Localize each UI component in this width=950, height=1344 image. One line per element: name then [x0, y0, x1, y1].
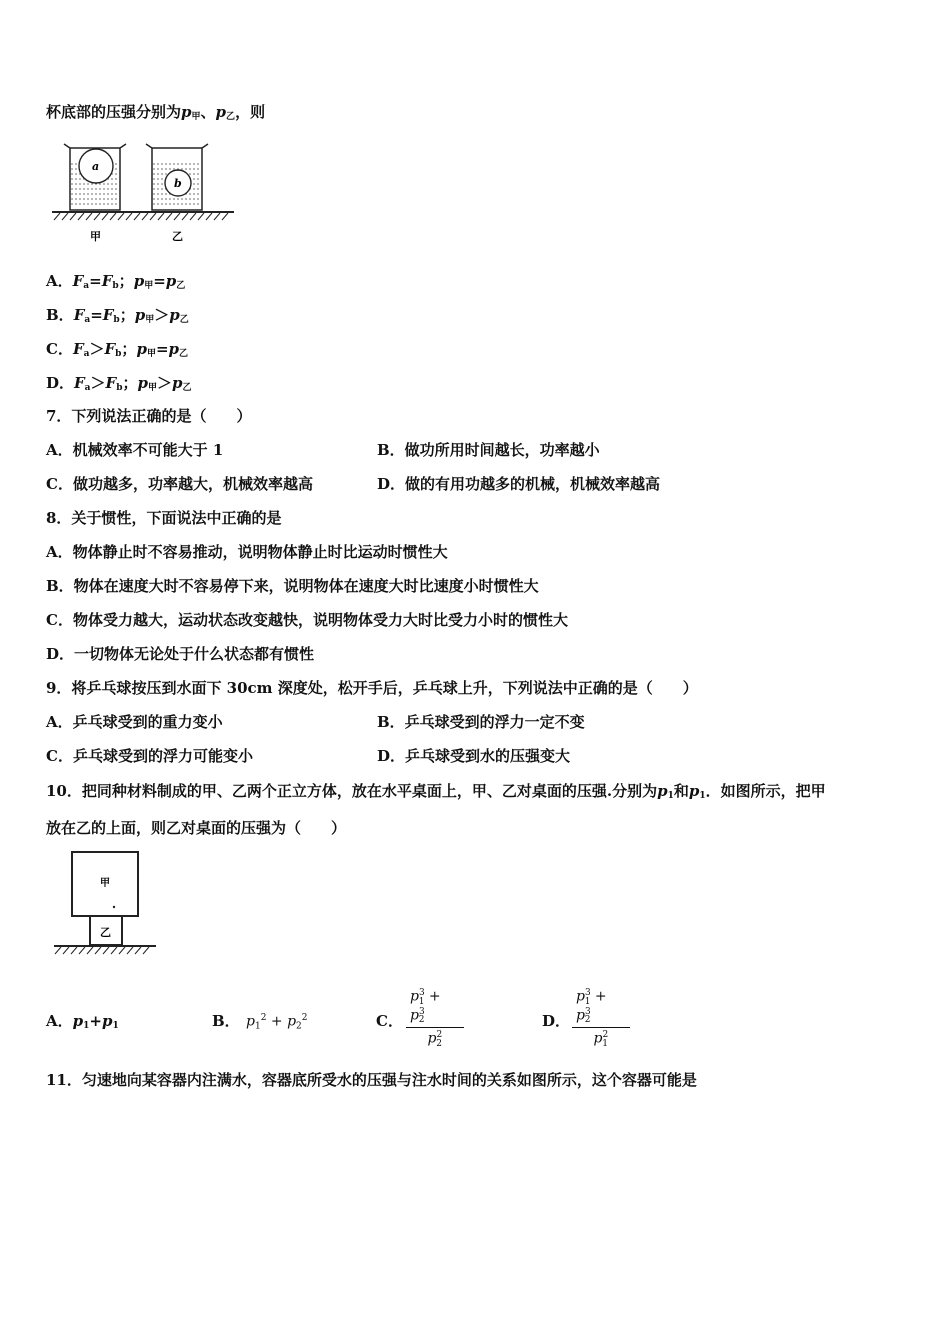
cube-jia-label: 甲 [100, 878, 110, 889]
q10-option-c-letter[interactable]: C． [376, 1012, 403, 1030]
q10-option-c-fraction: $\frac{p^3_1 + p^3_2}{p^2_2}$ [406, 988, 464, 1049]
q8-option-d[interactable]: D．一切物体无论处于什么状态都有惯性 [46, 645, 315, 663]
q9-option-b[interactable]: B．乒乓球受到的浮力一定不变 [377, 713, 585, 731]
q8-option-a[interactable]: A．物体静止时不容易推动，说明物体静止时比运动时惯性大 [46, 543, 448, 561]
intro-text: 杯底部的压强分别为 [46, 103, 182, 121]
cube-figure [52, 848, 162, 960]
q6-option-c[interactable]: C．$F_a>F_b$；$p_甲=p_乙$ [46, 340, 189, 359]
ball-b-label: b [174, 177, 182, 190]
q10-stem-line2: 放在乙的上面，则乙对桌面的压强为（ ） [46, 819, 347, 837]
q9-option-a[interactable]: A．乒乓球受到的重力变小 [46, 713, 223, 731]
q7-option-b[interactable]: B．做功所用时间越长，功率越小 [377, 441, 600, 459]
q8-option-b[interactable]: B．物体在速度大时不容易停下来，说明物体在速度大时比速度小时惯性大 [46, 577, 539, 595]
q6-option-a[interactable]: A．$F_a=F_b$；$p_甲=p_乙$ [46, 272, 186, 291]
q6-option-b[interactable]: B．$F_a=F_b$；$p_甲>p_乙$ [46, 306, 189, 325]
q11-stem: 11．匀速地向某容器内注满水，容器底所受水的压强与注水时间的关系如图所示，这个容器可能是 [46, 1071, 697, 1089]
q8-stem: 8．关于惯性，下面说法中正确的是 [46, 509, 282, 527]
q7-option-d[interactable]: D．做的有用功越多的机械，机械效率越高 [377, 475, 661, 493]
q9-stem: 9．将乒乓球按压到水面下 30cm 深度处，松开手后，乒乓球上升，下列说法中正确的是（ ） [46, 679, 698, 697]
ground-hatch [54, 213, 228, 220]
q10-option-a[interactable]: A．$p_1+p_1$ [46, 1012, 119, 1031]
q9-option-d[interactable]: D．乒乓球受到水的压强变大 [377, 747, 571, 765]
q6-option-d[interactable]: D．$F_a>F_b$；$p_甲>p_乙$ [46, 374, 192, 393]
q9-option-c[interactable]: C．乒乓球受到的浮力可能变小 [46, 747, 253, 765]
q10-option-d-letter[interactable]: D． [542, 1012, 571, 1030]
q10-option-d-fraction: $\frac{p^3_1 + p^3_2}{p^2_1}$ [572, 988, 630, 1049]
q7-option-a[interactable]: A．机械效率不可能大于 1 [46, 441, 224, 459]
intro-line: 杯底部的压强分别为$p_甲$、$p_乙$，则 [46, 103, 266, 122]
caption-yi: 乙 [172, 230, 183, 243]
cube-yi-label: 乙 [100, 926, 111, 939]
beaker-figure [50, 136, 240, 246]
q10-option-b-expr: $p_1^2 + p_2^2$ [246, 1013, 308, 1032]
q10-option-b-letter[interactable]: B． [212, 1012, 240, 1030]
q10-stem-line1: 10．把同种材料制成的甲、乙两个正立方体，放在水平桌面上，甲、乙对桌面的压强.分别为$p_1$和$p_1$．如图所示，把甲 [46, 782, 826, 801]
table-hatch [55, 947, 149, 954]
q7-option-c[interactable]: C．做功越多，功率越大，机械效率越高 [46, 475, 313, 493]
caption-jia: 甲 [90, 230, 101, 243]
q8-option-c[interactable]: C．物体受力越大，运动状态改变越快，说明物体受力大时比受力小时的惯性大 [46, 611, 568, 629]
ball-a-label: a [92, 160, 100, 173]
q7-stem: 7．下列说法正确的是（ ） [46, 407, 252, 425]
